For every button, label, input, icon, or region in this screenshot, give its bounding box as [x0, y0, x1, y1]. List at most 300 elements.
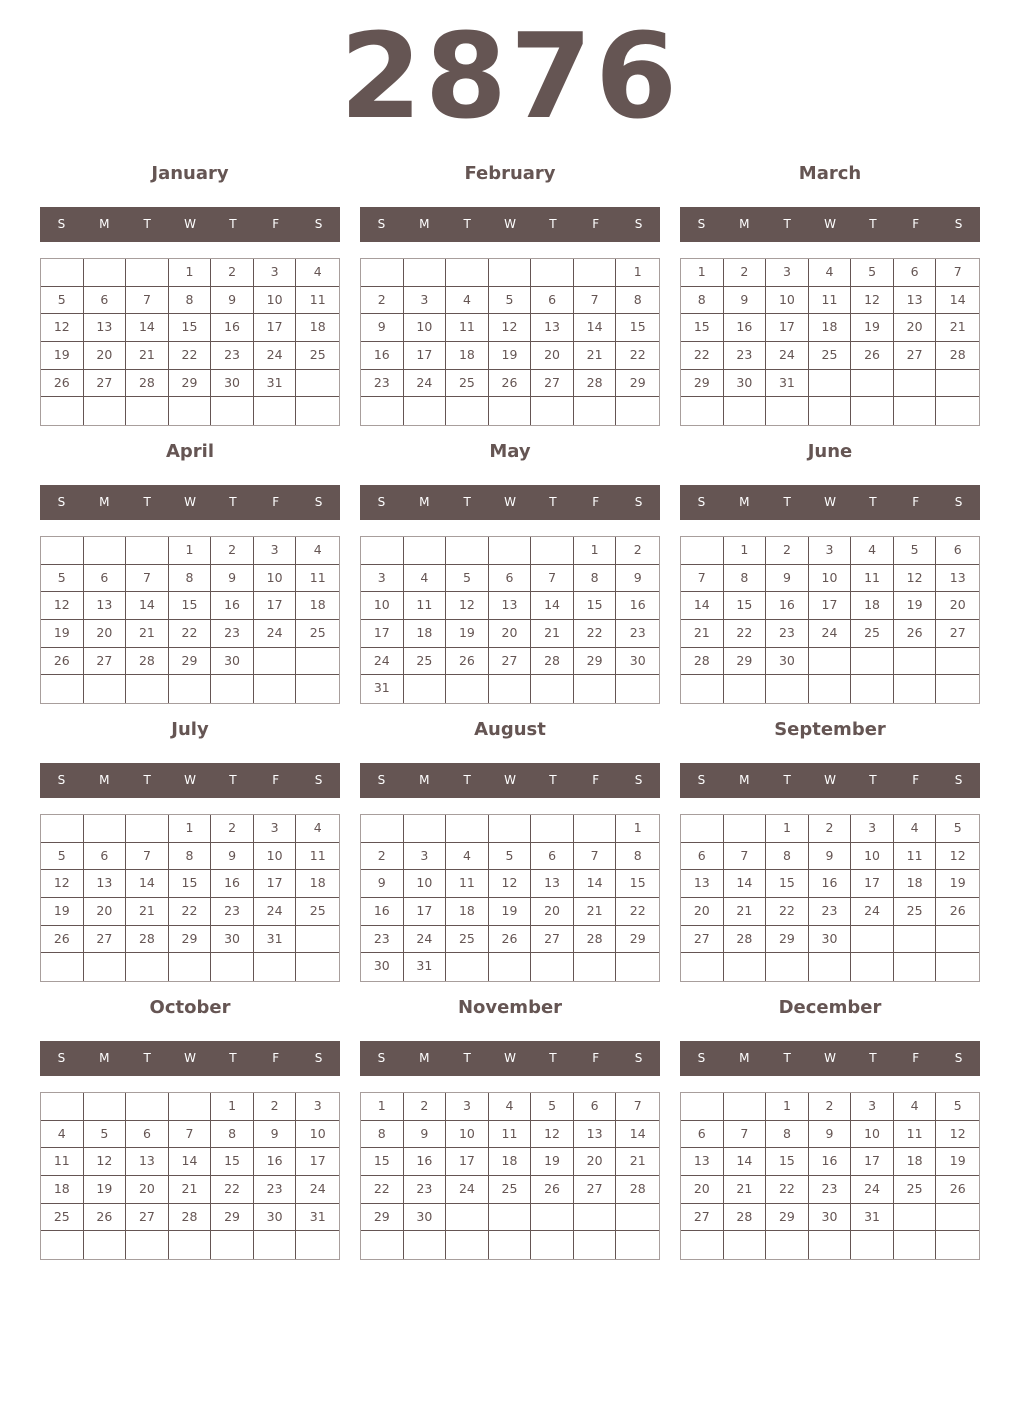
weekday-header: [40, 1041, 340, 1076]
day-cell: [681, 397, 724, 425]
day-cell: 23: [616, 620, 659, 648]
day-cell: 29: [574, 648, 617, 676]
weekday-label: T: [549, 773, 557, 787]
day-cell: 25: [446, 370, 489, 398]
day-cell: 23: [809, 1176, 852, 1204]
day-cell: 30: [404, 1204, 447, 1232]
day-cell: [126, 953, 169, 981]
day-cell: 20: [681, 1176, 724, 1204]
day-cell: 24: [254, 898, 297, 926]
day-cell: 18: [41, 1176, 84, 1204]
day-cell: 23: [361, 370, 404, 398]
day-cell: 17: [254, 592, 297, 620]
weekday-header: [40, 485, 340, 520]
weekday-label: M: [99, 1051, 110, 1065]
day-cell: 14: [126, 314, 169, 342]
day-cell: 10: [296, 1121, 339, 1149]
day-cell: 7: [126, 565, 169, 593]
weekday-label: T: [463, 1051, 471, 1065]
day-cell: 3: [404, 287, 447, 315]
day-cell: 17: [404, 898, 447, 926]
month-title: June: [807, 441, 853, 462]
day-cell: 21: [616, 1148, 659, 1176]
weekday-label: S: [377, 1051, 386, 1065]
day-cell: 10: [404, 870, 447, 898]
day-cell: 8: [724, 565, 767, 593]
day-cell: [851, 1231, 894, 1259]
day-cell: 17: [446, 1148, 489, 1176]
weekday-label: F: [272, 495, 280, 509]
weekday-label: T: [869, 773, 877, 787]
day-cell: [936, 675, 979, 703]
weekday-label: S: [57, 773, 66, 787]
day-cell: 17: [254, 314, 297, 342]
day-cell: 29: [169, 648, 212, 676]
day-cell: 28: [574, 370, 617, 398]
day-cell: 27: [531, 926, 574, 954]
weekday-header: [360, 485, 660, 520]
day-cell: 22: [616, 342, 659, 370]
day-cell: [446, 953, 489, 981]
day-cell: 17: [766, 314, 809, 342]
day-cell: 31: [766, 370, 809, 398]
day-cell: [489, 1204, 532, 1232]
day-cell: 8: [766, 843, 809, 871]
day-cell: 19: [41, 620, 84, 648]
day-cell: 15: [211, 1148, 254, 1176]
day-cell: 21: [126, 898, 169, 926]
day-cell: 11: [489, 1121, 532, 1149]
weekday-header: [680, 485, 980, 520]
day-cell: 6: [681, 843, 724, 871]
day-cell: [489, 1231, 532, 1259]
day-cell: 6: [894, 259, 937, 287]
day-cell: 22: [169, 898, 212, 926]
day-cell: 1: [169, 259, 212, 287]
day-cell: [254, 397, 297, 425]
day-cell: 18: [446, 342, 489, 370]
weekday-label: F: [592, 495, 600, 509]
month-title: November: [457, 997, 563, 1018]
day-cell: [41, 953, 84, 981]
day-cell: [681, 1093, 724, 1121]
day-cell: 18: [404, 620, 447, 648]
day-cell: [489, 397, 532, 425]
month-title: January: [151, 163, 229, 184]
day-cell: [126, 397, 169, 425]
day-cell: [809, 370, 852, 398]
weekday-label: F: [592, 1051, 600, 1065]
day-cell: [936, 953, 979, 981]
weekday-label: T: [869, 495, 877, 509]
day-cell: 26: [84, 1204, 127, 1232]
day-cell: 7: [574, 843, 617, 871]
day-cell: 1: [616, 259, 659, 287]
day-cell: 24: [404, 370, 447, 398]
day-cell: 30: [211, 926, 254, 954]
day-cell: 20: [531, 342, 574, 370]
day-cell: [169, 1093, 212, 1121]
day-cell: 24: [809, 620, 852, 648]
day-cell: 20: [84, 342, 127, 370]
day-cell: 24: [851, 898, 894, 926]
day-cell: 25: [894, 1176, 937, 1204]
day-cell: [531, 675, 574, 703]
day-cell: 13: [531, 870, 574, 898]
day-cell: [126, 259, 169, 287]
month-title: October: [149, 997, 231, 1018]
day-cell: 17: [254, 870, 297, 898]
day-grid: [360, 536, 660, 704]
day-cell: 17: [404, 342, 447, 370]
day-cell: 15: [169, 870, 212, 898]
day-cell: 24: [766, 342, 809, 370]
day-cell: [531, 259, 574, 287]
day-cell: [446, 1204, 489, 1232]
day-cell: 6: [681, 1121, 724, 1149]
day-cell: 25: [489, 1176, 532, 1204]
day-cell: [446, 675, 489, 703]
weekday-label: W: [184, 1051, 196, 1065]
day-cell: 31: [254, 370, 297, 398]
day-cell: [296, 926, 339, 954]
day-cell: 18: [296, 314, 339, 342]
day-cell: 27: [894, 342, 937, 370]
weekday-label: S: [57, 1051, 66, 1065]
day-cell: 31: [361, 675, 404, 703]
day-cell: 16: [361, 898, 404, 926]
day-cell: 30: [766, 648, 809, 676]
weekday-header: [680, 1041, 980, 1076]
day-cell: 31: [254, 926, 297, 954]
weekday-label: T: [869, 217, 877, 231]
day-cell: 8: [169, 843, 212, 871]
day-cell: [41, 675, 84, 703]
day-cell: 16: [211, 592, 254, 620]
day-cell: 13: [681, 1148, 724, 1176]
weekday-label: F: [272, 773, 280, 787]
day-cell: [936, 926, 979, 954]
day-cell: [361, 1231, 404, 1259]
day-cell: 10: [809, 565, 852, 593]
day-cell: [851, 370, 894, 398]
day-cell: 28: [681, 648, 724, 676]
day-cell: 23: [211, 620, 254, 648]
day-cell: 8: [616, 287, 659, 315]
day-cell: [616, 953, 659, 981]
day-cell: 19: [936, 870, 979, 898]
day-cell: 30: [809, 1204, 852, 1232]
day-cell: 3: [254, 537, 297, 565]
weekday-header: [360, 207, 660, 242]
day-cell: 13: [574, 1121, 617, 1149]
day-cell: 1: [766, 1093, 809, 1121]
day-cell: [531, 397, 574, 425]
day-cell: 14: [574, 870, 617, 898]
day-cell: 5: [489, 843, 532, 871]
weekday-label: T: [463, 773, 471, 787]
day-cell: 28: [126, 648, 169, 676]
day-cell: [851, 648, 894, 676]
day-cell: [489, 259, 532, 287]
day-cell: [936, 370, 979, 398]
day-grid: [40, 536, 340, 704]
day-cell: 23: [809, 898, 852, 926]
day-cell: 10: [254, 843, 297, 871]
weekday-label: M: [419, 1051, 430, 1065]
day-cell: [766, 953, 809, 981]
day-cell: 22: [169, 342, 212, 370]
day-cell: 26: [446, 648, 489, 676]
day-cell: 24: [361, 648, 404, 676]
day-cell: 15: [169, 314, 212, 342]
day-cell: [169, 675, 212, 703]
day-cell: [936, 1204, 979, 1232]
day-cell: 13: [531, 314, 574, 342]
day-cell: [894, 926, 937, 954]
day-cell: [211, 675, 254, 703]
day-cell: 6: [574, 1093, 617, 1121]
month-title: July: [171, 719, 209, 740]
day-cell: 7: [169, 1121, 212, 1149]
day-cell: [616, 675, 659, 703]
month-title: February: [464, 163, 556, 184]
day-cell: 24: [446, 1176, 489, 1204]
day-cell: 9: [809, 1121, 852, 1149]
day-cell: [84, 259, 127, 287]
day-grid: [680, 258, 980, 426]
month-title: May: [489, 441, 531, 462]
day-cell: 27: [681, 1204, 724, 1232]
day-cell: 2: [724, 259, 767, 287]
day-cell: 8: [169, 287, 212, 315]
day-cell: 14: [724, 1148, 767, 1176]
day-cell: [41, 815, 84, 843]
day-cell: 28: [724, 926, 767, 954]
day-cell: 29: [169, 370, 212, 398]
day-cell: 12: [936, 1121, 979, 1149]
day-cell: [41, 397, 84, 425]
day-cell: 22: [574, 620, 617, 648]
day-cell: 12: [936, 843, 979, 871]
day-cell: 7: [936, 259, 979, 287]
day-cell: [809, 675, 852, 703]
day-cell: 11: [41, 1148, 84, 1176]
weekday-label: W: [184, 773, 196, 787]
day-cell: 31: [296, 1204, 339, 1232]
day-cell: 3: [766, 259, 809, 287]
day-cell: [296, 953, 339, 981]
day-cell: 14: [126, 870, 169, 898]
day-cell: 16: [766, 592, 809, 620]
weekday-label: F: [912, 495, 920, 509]
day-cell: 3: [851, 815, 894, 843]
weekday-label: S: [697, 217, 706, 231]
day-cell: 9: [361, 870, 404, 898]
day-cell: [296, 397, 339, 425]
weekday-label: W: [824, 495, 836, 509]
day-cell: 27: [84, 926, 127, 954]
day-cell: 1: [616, 815, 659, 843]
day-cell: 8: [616, 843, 659, 871]
day-cell: 28: [616, 1176, 659, 1204]
day-cell: 12: [84, 1148, 127, 1176]
weekday-label: S: [314, 773, 323, 787]
day-cell: 29: [616, 926, 659, 954]
day-cell: [724, 1231, 767, 1259]
day-cell: 30: [616, 648, 659, 676]
day-cell: 4: [446, 843, 489, 871]
day-cell: 15: [724, 592, 767, 620]
weekday-label: T: [783, 217, 791, 231]
day-cell: [84, 675, 127, 703]
weekday-header: [680, 207, 980, 242]
weekday-label: M: [739, 495, 750, 509]
day-cell: [574, 953, 617, 981]
day-cell: 2: [361, 843, 404, 871]
day-cell: 7: [126, 843, 169, 871]
day-cell: 11: [446, 870, 489, 898]
day-cell: 1: [681, 259, 724, 287]
day-cell: 6: [84, 565, 127, 593]
day-cell: 29: [724, 648, 767, 676]
weekday-label: T: [229, 773, 237, 787]
day-cell: 9: [724, 287, 767, 315]
day-cell: [894, 675, 937, 703]
day-cell: [296, 675, 339, 703]
day-cell: 22: [616, 898, 659, 926]
day-cell: [84, 1093, 127, 1121]
day-cell: 10: [446, 1121, 489, 1149]
day-cell: [254, 648, 297, 676]
day-cell: 26: [41, 370, 84, 398]
day-cell: [361, 397, 404, 425]
day-cell: [894, 1231, 937, 1259]
day-cell: 5: [41, 287, 84, 315]
weekday-label: S: [314, 217, 323, 231]
day-cell: [809, 1231, 852, 1259]
day-cell: 17: [851, 1148, 894, 1176]
day-cell: 7: [574, 287, 617, 315]
day-cell: 8: [361, 1121, 404, 1149]
day-cell: [41, 259, 84, 287]
day-cell: [404, 259, 447, 287]
weekday-label: M: [99, 773, 110, 787]
day-cell: 28: [169, 1204, 212, 1232]
day-cell: [574, 259, 617, 287]
day-cell: 9: [211, 287, 254, 315]
day-cell: 16: [724, 314, 767, 342]
day-cell: 1: [169, 815, 212, 843]
day-cell: 4: [296, 537, 339, 565]
weekday-label: T: [549, 1051, 557, 1065]
weekday-label: T: [463, 217, 471, 231]
day-cell: 21: [574, 342, 617, 370]
day-cell: 30: [211, 370, 254, 398]
day-cell: 18: [894, 870, 937, 898]
day-grid: [40, 258, 340, 426]
day-cell: [574, 1204, 617, 1232]
day-cell: [126, 675, 169, 703]
month-title: August: [474, 719, 546, 740]
day-cell: [936, 397, 979, 425]
day-cell: 17: [851, 870, 894, 898]
day-cell: 20: [84, 898, 127, 926]
day-cell: [84, 815, 127, 843]
day-cell: 5: [851, 259, 894, 287]
day-cell: 14: [169, 1148, 212, 1176]
day-cell: 15: [574, 592, 617, 620]
weekday-label: M: [419, 773, 430, 787]
day-cell: 10: [851, 843, 894, 871]
day-cell: 19: [489, 342, 532, 370]
day-cell: 4: [894, 815, 937, 843]
day-grid: [360, 258, 660, 426]
day-cell: 21: [531, 620, 574, 648]
weekday-header: [360, 763, 660, 798]
day-cell: 26: [489, 370, 532, 398]
day-cell: 29: [169, 926, 212, 954]
day-cell: 29: [766, 1204, 809, 1232]
day-cell: [681, 1231, 724, 1259]
day-cell: 22: [766, 1176, 809, 1204]
day-cell: [851, 926, 894, 954]
day-cell: [574, 815, 617, 843]
day-cell: [84, 953, 127, 981]
day-cell: 1: [169, 537, 212, 565]
day-cell: 19: [851, 314, 894, 342]
day-cell: 11: [296, 287, 339, 315]
weekday-label: S: [954, 1051, 963, 1065]
day-cell: 13: [84, 314, 127, 342]
day-cell: 21: [724, 898, 767, 926]
day-cell: [851, 397, 894, 425]
day-cell: 4: [41, 1121, 84, 1149]
weekday-label: S: [634, 217, 643, 231]
day-cell: [809, 648, 852, 676]
day-cell: 9: [766, 565, 809, 593]
day-cell: 20: [894, 314, 937, 342]
day-cell: 3: [446, 1093, 489, 1121]
day-cell: 23: [404, 1176, 447, 1204]
day-cell: 13: [681, 870, 724, 898]
month-title: September: [774, 719, 886, 740]
day-cell: 7: [681, 565, 724, 593]
day-cell: [574, 675, 617, 703]
day-cell: [616, 1204, 659, 1232]
day-cell: 19: [894, 592, 937, 620]
weekday-label: S: [57, 217, 66, 231]
day-cell: [531, 953, 574, 981]
day-cell: 25: [446, 926, 489, 954]
day-cell: [894, 370, 937, 398]
weekday-label: T: [229, 495, 237, 509]
day-cell: 11: [894, 1121, 937, 1149]
day-cell: [296, 1231, 339, 1259]
weekday-label: W: [824, 1051, 836, 1065]
day-cell: [616, 1231, 659, 1259]
weekday-label: F: [912, 217, 920, 231]
day-cell: 19: [41, 342, 84, 370]
day-cell: 22: [766, 898, 809, 926]
weekday-label: W: [184, 495, 196, 509]
day-cell: 18: [851, 592, 894, 620]
day-cell: [446, 537, 489, 565]
day-cell: 29: [211, 1204, 254, 1232]
day-cell: [681, 953, 724, 981]
weekday-label: T: [143, 1051, 151, 1065]
day-cell: 4: [404, 565, 447, 593]
